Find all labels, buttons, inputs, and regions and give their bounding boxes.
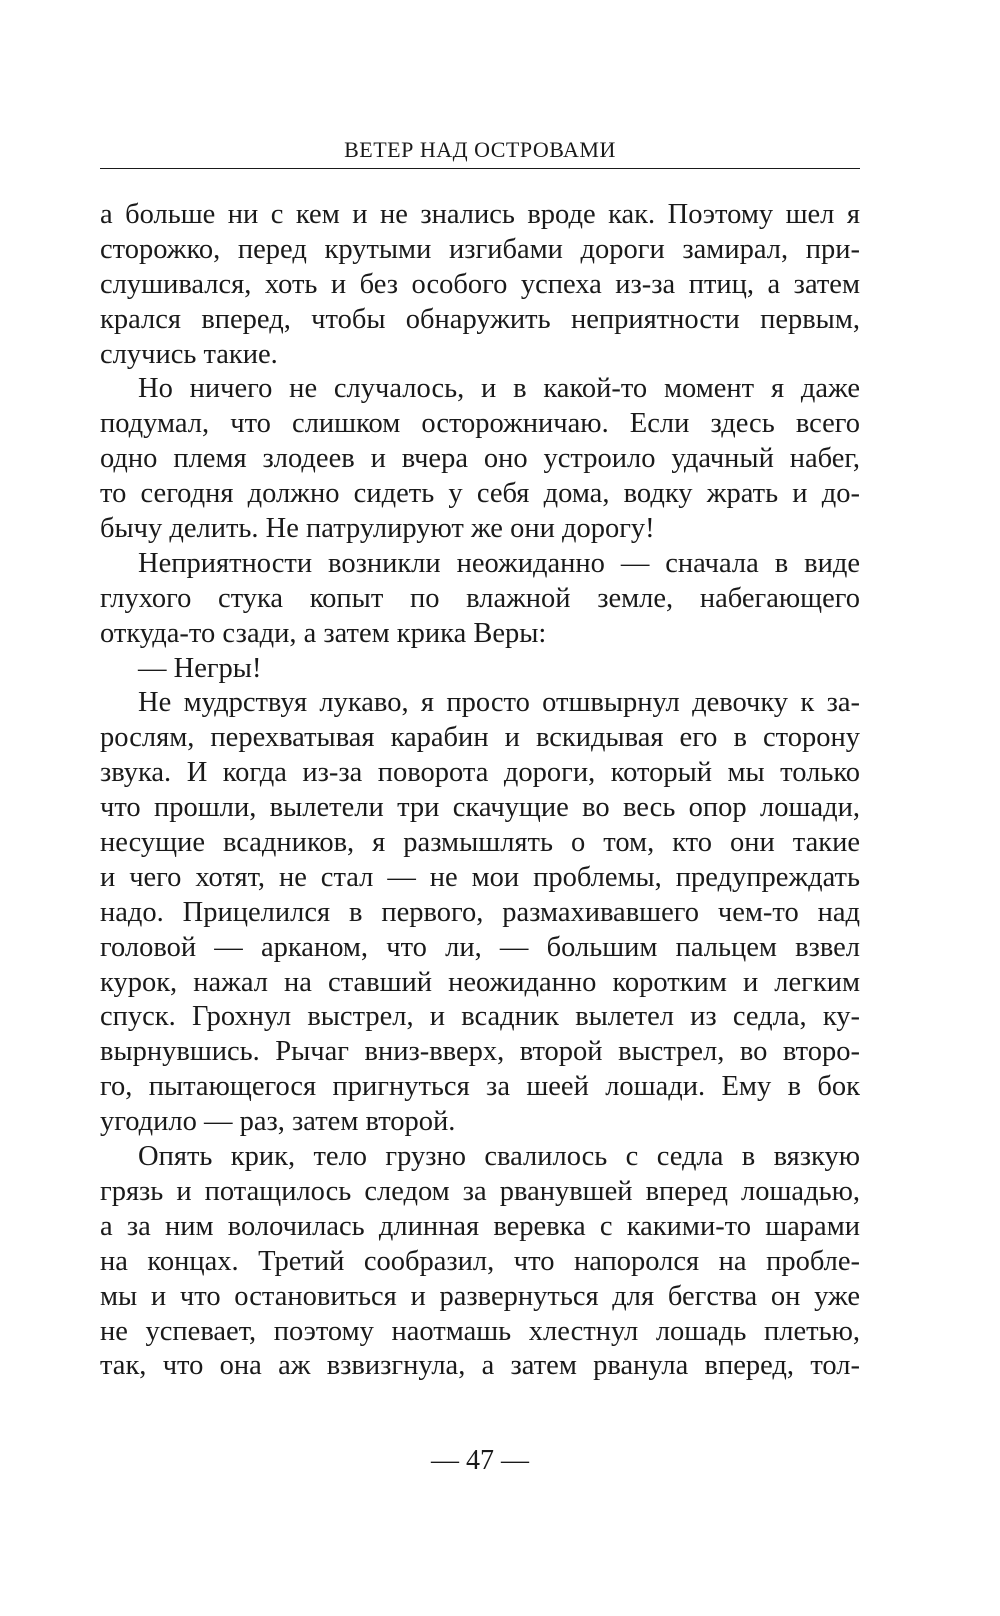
text-line: грязь и потащилось следом за рванувшей вперед лошадью, bbox=[100, 1175, 860, 1207]
body-text bbox=[100, 198, 860, 1384]
paragraph-first-line: Не мудрствуя лукаво, я просто отшвырнул девочку к за- bbox=[138, 687, 860, 719]
text-line: и чего хотят, не стал — не мои проблемы, предупреждать bbox=[100, 861, 860, 893]
text-line: слушивался, хоть и без особого успеха из-за птиц, а затем bbox=[100, 268, 860, 300]
text-line: случись такие. bbox=[100, 338, 278, 370]
dialogue-line: — Негры! bbox=[138, 652, 262, 684]
text-line: несущие всадников, я размышлять о том, кто они такие bbox=[100, 827, 860, 859]
text-line: рослям, перехватывая карабин и вскидывая его в сторону bbox=[100, 722, 860, 754]
text-line: крался вперед, чтобы обнаружить неприятности первым, bbox=[100, 303, 860, 335]
text-line: вырнувшись. Рычаг вниз-вверх, второй выстрел, во второ- bbox=[100, 1036, 860, 1068]
text-line: бычу делить. Не патрулируют же они дорогу! bbox=[100, 513, 655, 545]
text-line: угодило — раз, затем второй. bbox=[100, 1106, 456, 1138]
text-line: го, пытающегося пригнуться за шеей лошади. Ему в бок bbox=[100, 1071, 860, 1103]
text-line: что прошли, вылетели три скачущие во весь опор лошади, bbox=[100, 792, 860, 824]
text-line: не успевает, поэтому наотмашь хлестнул лошадь плетью, bbox=[100, 1315, 860, 1347]
page-number: — 47 — bbox=[431, 1445, 529, 1476]
text-line: головой — арканом, что ли, — большим пальцем взвел bbox=[100, 931, 860, 963]
text-line: надо. Прицелился в первого, размахивавшего чем-то над bbox=[100, 896, 860, 928]
text-line: звука. И когда из-за поворота дороги, который мы только bbox=[100, 757, 860, 789]
text-line: спуск. Грохнул выстрел, и всадник вылетел из седла, ку- bbox=[100, 1001, 860, 1033]
text-line: мы и что остановиться и развернуться для бегства он уже bbox=[100, 1280, 860, 1312]
text-line: глухого стука копыт по влажной земле, набегающего bbox=[100, 582, 860, 614]
text-line: откуда-то сзади, а затем крика Веры: bbox=[100, 617, 547, 649]
text-line: подумал, что слишком осторожничаю. Если здесь всего bbox=[100, 408, 860, 440]
paragraph-first-line: Неприятности возникли неожиданно — сначала в виде bbox=[138, 547, 860, 579]
text-line: так, что она аж взвизгнула, а затем рванула вперед, тол- bbox=[100, 1350, 860, 1382]
paragraph-first-line: Опять крик, тело грузно свалилось с седла в вязкую bbox=[138, 1141, 860, 1173]
text-line: а больше ни с кем и не знались вроде как. Поэтому шел я bbox=[100, 199, 860, 230]
text-line: одно племя злодеев и вчера оно устроило удачный набег, bbox=[100, 443, 860, 475]
text-line: курок, нажал на ставший неожиданно коротким и легким bbox=[100, 966, 860, 998]
paragraph-first-line: Но ничего не случалось, и в какой-то момент я даже bbox=[138, 373, 860, 405]
text-line: на концах. Третий сообразил, что напоролся на пробле- bbox=[100, 1245, 860, 1277]
header-rule bbox=[100, 168, 860, 169]
text-line: сторожко, перед крутыми изгибами дороги замирал, при- bbox=[100, 233, 860, 265]
text-line: а за ним волочилась длинная веревка с какими-то шарами bbox=[100, 1210, 860, 1242]
running-title: ВЕТЕР НАД ОСТРОВАМИ bbox=[344, 137, 616, 162]
text-line: то сегодня должно сидеть у себя дома, водку жрать и до- bbox=[100, 478, 860, 510]
